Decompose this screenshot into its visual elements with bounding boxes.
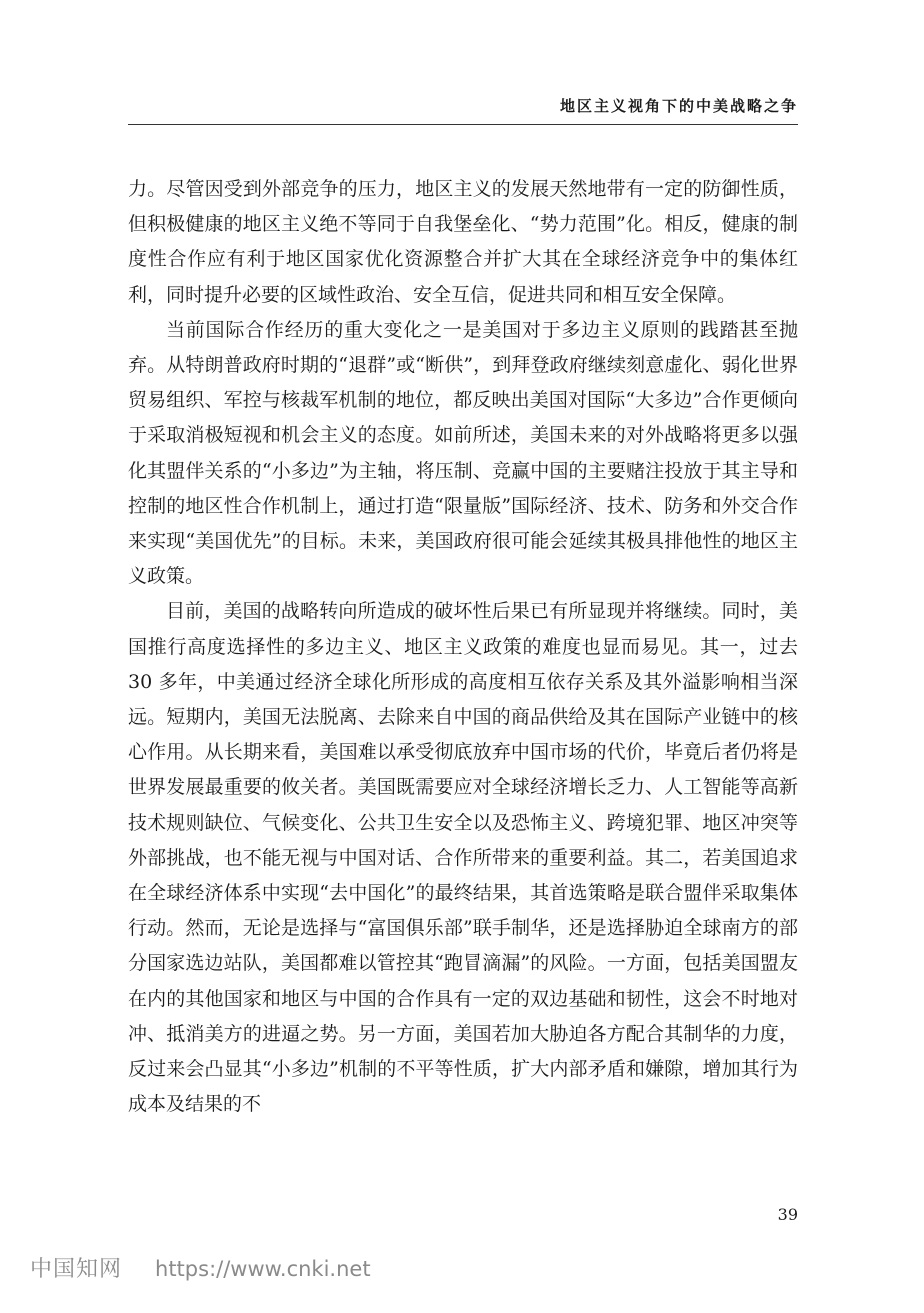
body-text: [128, 172, 798, 1122]
paragraph-3: 目前，美国的战略转向所造成的破坏性后果已有所显现并将继续。同时，美国推行高度选择性的多边主义、地区主义政策的难度也显而易见。其一，过去 30 多年，中美通过经济全球化所形成的高度相互依存关系及其外溢影响相当深远。短期内，美国无法脱离、去除来自中国的商品供给及其在国际产业链中的核心作用。从长期来看，美国难以承受彻底放弃中国市场的代价，毕竟后者仍将是世界发展最重要的攸关者。美国既需要应对全球经济增长乏力、人工智能等高新技术规则缺位、气候变化、公共卫生安全以及恐怖主义、跨境犯罪、地区冲突等外部挑战，也不能无视与中国对话、合作所带来的重要利益。其二，若美国追求在全球经济体系中实现“去中国化”的最终结果，其首选策略是联合盟伴采取集体行动。然而，无论是选择与“富国俱乐部”联手制华，还是选择胁迫全球南方的部分国家选边站队，美国都难以管控其“跑冒滴漏”的风险。一方面，包括美国盟友在内的其他国家和地区与中国的合作具有一定的双边基础和韧性，这会不时地对冲、抵消美方的进逼之势。另一方面，美国若加大胁迫各方配合其制华的力度，反过来会凸显其“小多边”机制的不平等性质，扩大内部矛盾和嫌隙，增加其行为成本及结果的不: [128, 600, 798, 1116]
header-divider: [128, 124, 798, 125]
footer-url[interactable]: https://www.cnki.net: [155, 1257, 371, 1281]
page-number: 39: [777, 1205, 798, 1224]
paragraph-2: 当前国际合作经历的重大变化之一是美国对于多边主义原则的践踏甚至抛弃。从特朗普政府时期的“退群”或“断供”，到拜登政府继续刻意虚化、弱化世界贸易组织、军控与核裁军机制的地位，都反映出美国对国际“大多边”合作更倾向于采取消极短视和机会主义的态度。如前所述，美国未来的对外战略将更多以强化其盟伴关系的“小多边”为主轴，将压制、竞赢中国的主要赌注投放于其主导和控制的地区性合作机制上，通过打造“限量版”国际经济、技术、防务和外交合作来实现“美国优先”的目标。未来，美国政府很可能会延续其极具排他性的地区主义政策。: [128, 318, 798, 588]
running-header: 地区主义视角下的中美战略之争: [559, 97, 798, 115]
footer-brand: 中国知网: [30, 1257, 123, 1282]
footer-watermark: [30, 1252, 371, 1283]
paragraph-1: 力。尽管因受到外部竞争的压力，地区主义的发展天然地带有一定的防御性质，但积极健康的地区主义绝不等同于自我堡垒化、“势力范围”化。相反，健康的制度性合作应有利于地区国家优化资源整合并扩大其在全球经济竞争中的集体红利，同时提升必要的区域性政治、安全互信，促进共同和相互安全保障。: [128, 178, 798, 306]
